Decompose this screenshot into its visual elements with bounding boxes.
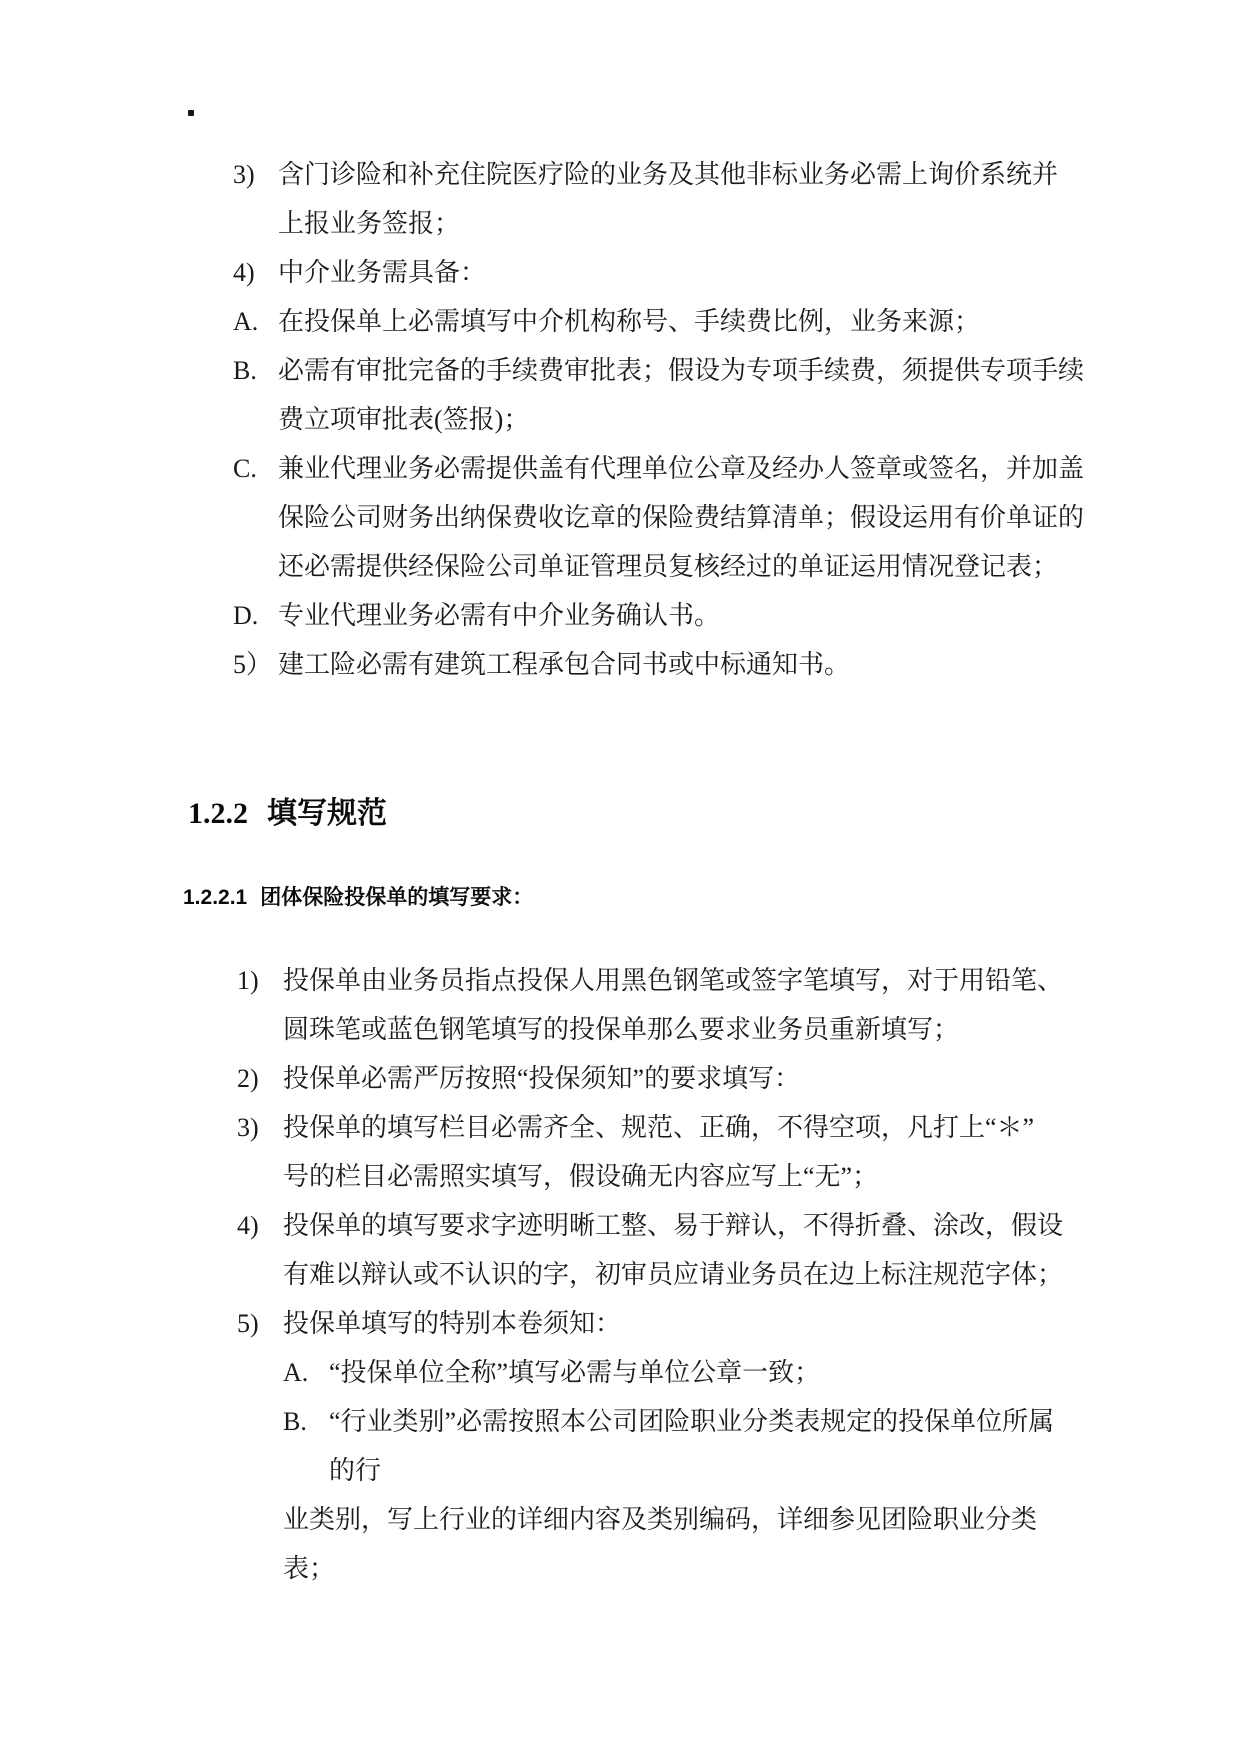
- item-line: 投保单填写的特别本卷须知：: [283, 1309, 622, 1338]
- item-marker: B.: [233, 356, 257, 385]
- item-marker: C.: [233, 454, 257, 483]
- item-text: [278, 444, 1133, 591]
- item-marker: B.: [283, 1407, 307, 1436]
- item-line: 表；: [283, 1554, 336, 1583]
- item-line: 费立项审批表(签报)；: [278, 405, 530, 434]
- subsection-heading-title: 团体保险投保单的填写要求：: [260, 886, 534, 909]
- item-text: [283, 1201, 1137, 1299]
- section-heading-title: 填写规范: [267, 797, 387, 830]
- list-item-continuation: [237, 1495, 1137, 1593]
- list-item: [233, 591, 1133, 640]
- item-line: 投保单的填写栏目必需齐全、规范、正确，不得空项，凡打上“＊”: [283, 1113, 1035, 1142]
- item-marker: 5）: [233, 650, 273, 679]
- item-marker: A.: [233, 307, 259, 336]
- item-text: [329, 1397, 1137, 1495]
- item-line: “行业类别”必需按照本公司团险职业分类表规定的投保单位所属: [329, 1407, 1055, 1436]
- list-subitem: [237, 1397, 1137, 1495]
- list-item: [233, 297, 1133, 346]
- item-line: 的行: [329, 1456, 382, 1485]
- item-marker: 1): [237, 966, 259, 995]
- list-item: [233, 640, 1133, 689]
- item-marker: D.: [233, 601, 259, 630]
- item-line: 还必需提供经保险公司单证管理员复核经过的单证运用情况登记表；: [278, 552, 1059, 581]
- item-line: 业类别，写上行业的详细内容及类别编码，详细参见团险职业分类: [283, 1505, 1038, 1534]
- list-filling-requirements: [237, 956, 1137, 1593]
- list-item: [233, 346, 1133, 444]
- item-text: [283, 1054, 1137, 1103]
- list-item: [237, 1054, 1137, 1103]
- subsection-heading-number: 1.2.2.1: [183, 886, 248, 909]
- item-line: 专业代理业务必需有中介业务确认书。: [278, 601, 721, 630]
- stray-ink-dot: [188, 110, 194, 116]
- list-item: [237, 1201, 1137, 1299]
- item-line: 兼业代理业务必需提供盖有代理单位公章及经办人签章或签名，并加盖: [278, 454, 1085, 483]
- item-line: 投保单的填写要求字迹明晰工整、易于辩认，不得折叠、涂改，假设: [283, 1211, 1064, 1240]
- list-item: [233, 248, 1133, 297]
- item-marker: 3): [237, 1113, 259, 1142]
- list-item: [237, 956, 1137, 1054]
- item-text: [278, 248, 1133, 297]
- list-item: [237, 1103, 1137, 1201]
- item-line: 建工险必需有建筑工程承包合同书或中标通知书。: [278, 650, 851, 679]
- section-heading-number: 1.2.2: [188, 797, 248, 830]
- item-text: [278, 346, 1133, 444]
- item-line: 有难以辩认或不认识的字，初审员应请业务员在边上标注规范字体；: [283, 1260, 1064, 1289]
- item-text: [283, 1299, 1137, 1348]
- item-marker: 5): [237, 1309, 259, 1338]
- item-text: [278, 150, 1133, 248]
- item-line: 投保单由业务员指点投保人用黑色钢笔或签字笔填写，对于用铅笔、: [283, 966, 1064, 995]
- list-item: [237, 1299, 1137, 1348]
- item-line: 保险公司财务出纳保费收讫章的保险费结算清单；假设运用有价单证的: [278, 503, 1085, 532]
- list-subitem: [237, 1348, 1137, 1397]
- item-marker: 2): [237, 1064, 259, 1093]
- section-heading: [188, 794, 387, 834]
- item-text: [329, 1348, 1137, 1397]
- item-line: 上报业务签报；: [278, 209, 461, 238]
- item-marker: 4): [233, 258, 255, 287]
- item-text: [283, 1103, 1137, 1201]
- item-marker: 3): [233, 160, 255, 189]
- item-line: 含门诊险和补充住院医疗险的业务及其他非标业务必需上询价系统并: [278, 160, 1059, 189]
- list-item: [233, 444, 1133, 591]
- item-marker: A.: [283, 1358, 309, 1387]
- list-continued-top: [233, 150, 1133, 689]
- item-line: 投保单必需严厉按照“投保须知”的要求填写：: [283, 1064, 801, 1093]
- item-marker: 4): [237, 1211, 259, 1240]
- list-item: [233, 150, 1133, 248]
- item-text: [278, 640, 1133, 689]
- item-text: [283, 956, 1137, 1054]
- item-text: [278, 297, 1133, 346]
- item-line: 中介业务需具备：: [278, 258, 487, 287]
- item-line: 必需有审批完备的手续费审批表；假设为专项手续费，须提供专项手续: [278, 356, 1085, 385]
- item-line: 号的栏目必需照实填写，假设确无内容应写上“无”；: [283, 1162, 879, 1191]
- item-line: “投保单位全称”填写必需与单位公章一致；: [329, 1358, 821, 1387]
- item-line: 在投保单上必需填写中介机构称号、手续费比例，业务来源；: [278, 307, 981, 336]
- subsection-heading: [183, 882, 533, 914]
- item-text: [278, 591, 1133, 640]
- item-line: 圆珠笔或蓝色钢笔填写的投保单那么要求业务员重新填写；: [283, 1015, 960, 1044]
